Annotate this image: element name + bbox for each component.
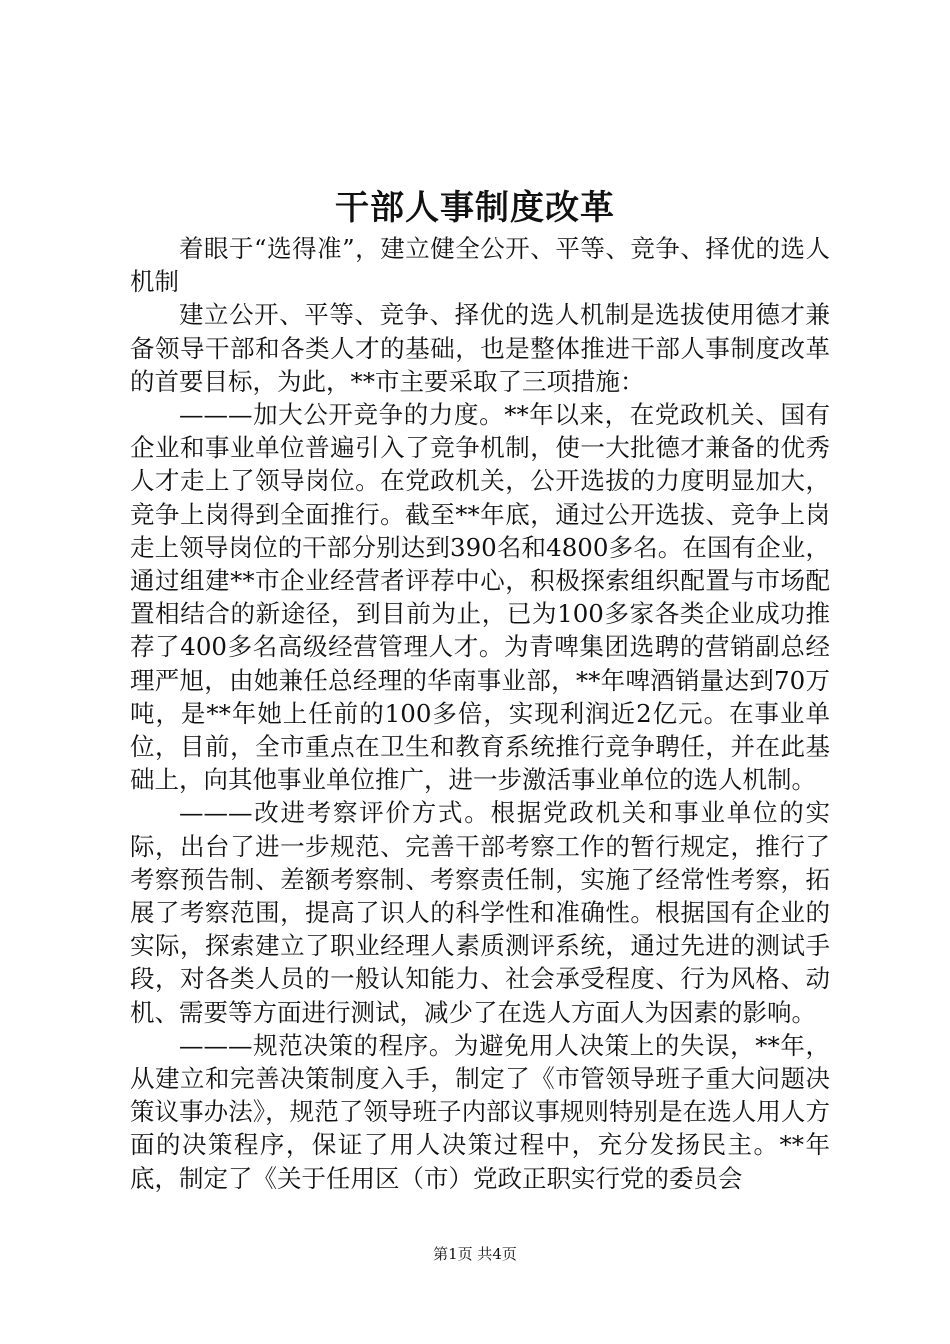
page-number-footer: 第1页 共4页 [433,1245,517,1263]
document-title: 干部人事制度改革 [335,188,615,228]
measure-paragraph-competition: ———加大公开竞争的力度。**年以来，在党政机关、国有企业和事业单位普遍引入了竞争机制，使一大批德才兼备的优秀人才走上了领导岗位。在党政机关，公开选拔的力度明显加大，竞争上岗得到全面推行。截至**年底，通过公开选拔、竞争上岗走上领导岗位的干部分别达到390名和4800多名。在国有企业，通过组建**市企业经营者评荐中心，积极探索组织配置与市场配置相结合的新途径，到目前为止，已为100多家各类企业成功推荐了400多名高级经营管理人才。为青啤集团选聘的营销副总经理严旭，由她兼任总经理的华南事业部，**年啤酒销量达到70万吨，是**年她上任前的100多倍，实现利润近2亿元。在事业单位，目前，全市重点在卫生和教育系统推行竞争聘任，并在此基础上，向其他事业单位推广，进一步激活事业单位的选人机制。 [130,400,830,795]
document-body [130,232,830,1195]
measure-paragraph-evaluation: ———改进考察评价方式。根据党政机关和事业单位的实际，出台了进一步规范、完善干部考察工作的暂行规定，推行了考察预告制、差额考察制、考察责任制，实施了经常性考察，拓展了考察范围，提高了识人的科学性和准确性。根据国有企业的实际，探索建立了职业经理人素质测评系统，通过先进的测试手段，对各类人员的一般认知能力、社会承受程度、行为风格、动机、需要等方面进行测试，减少了在选人方面人为因素的影响。 [130,798,830,1027]
section-heading-paragraph: 着眼于“选得准”，建立健全公开、平等、竞争、择优的选人机制 [130,234,830,297]
measure-paragraph-decision: ———规范决策的程序。为避免用人决策上的失误，**年，从建立和完善决策制度入手，制定了《市管领导班子重大问题决策议事办法》，规范了领导班子内部议事规则特别是在选人用人方面的决策程序，保证了用人决策过程中，充分发扬民主。**年底，制定了《关于任用区（市）党政正职实行党的委员会 [130,1030,830,1193]
intro-paragraph: 建立公开、平等、竞争、择优的选人机制是选拔使用德才兼备领导干部和各类人才的基础，也是整体推进干部人事制度改革的首要目标，为此，**市主要采取了三项措施： [130,300,830,396]
